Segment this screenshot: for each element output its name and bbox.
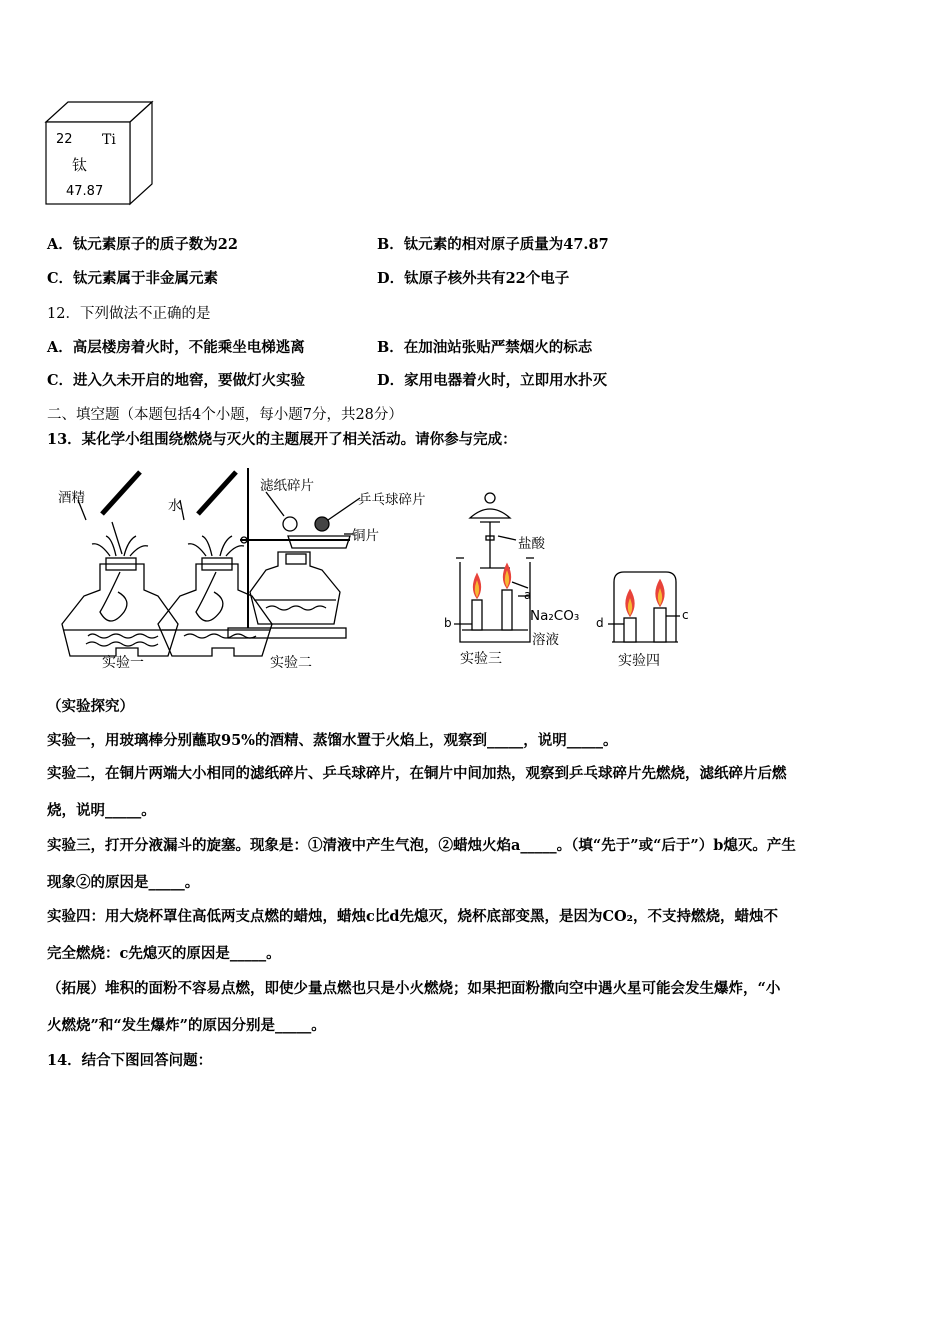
label-candle-c: c xyxy=(682,608,689,622)
extension-text-line2: 火燃烧”和“发生爆炸”的原因分别是_____。 xyxy=(47,1017,326,1034)
label-copper: 铜片 xyxy=(352,528,379,544)
label-candle-d: d xyxy=(596,616,604,630)
q11-option-a: A．钛元素原子的质子数为22 xyxy=(47,236,238,253)
section-2-heading: 二、填空题（本题包括4个小题，每小题7分，共28分） xyxy=(47,407,403,423)
label-filter-paper: 滤纸碎片 xyxy=(260,478,314,494)
element-card xyxy=(40,96,160,212)
q11-option-c: C．钛元素属于非金属元素 xyxy=(47,270,219,287)
q13-stem: 13．某化学小组围绕燃烧与灭火的主题展开了相关活动。请你参与完成： xyxy=(47,431,517,448)
q12-option-c: C．进入久未开启的地窖，要做灯火实验 xyxy=(47,372,306,389)
q11-option-d: D．钛原子核外共有22个电子 xyxy=(377,270,570,287)
exp4-text-line2: 完全燃烧：c先熄灭的原因是_____。 xyxy=(47,945,281,962)
caption-exp1: 实验一 xyxy=(102,655,144,671)
exp2-text-line2: 烧，说明_____。 xyxy=(47,802,156,819)
caption-exp3: 实验三 xyxy=(460,651,502,667)
label-alcohol: 酒精 xyxy=(58,490,85,506)
exp2-text-line1: 实验二，在铜片两端大小相同的滤纸碎片、乒乓球碎片，在铜片中间加热，观察到乒乓球碎片先燃烧，滤纸碎片后燃 xyxy=(47,765,787,782)
exp4-text-line1: 实验四：用大烧杯罩住高低两支点燃的蜡烛，蜡烛c比d先熄灭，烧杯底部变黑，是因为CO₂，不支持燃烧，蜡烛不 xyxy=(47,908,778,925)
label-solution: 溶液 xyxy=(532,632,559,648)
element-number: 22 xyxy=(56,132,73,147)
exp1-text: 实验一，用玻璃棒分别蘸取95%的酒精、蒸馏水置于火焰上，观察到_____，说明_____。 xyxy=(47,732,618,749)
element-symbol: Ti xyxy=(102,132,116,148)
element-mass: 47.87 xyxy=(66,184,104,199)
q12-option-b: B．在加油站张贴严禁烟火的标志 xyxy=(377,339,593,356)
q14-stem: 14．结合下图回答问题： xyxy=(47,1052,213,1069)
q12-stem: 12．下列做法不正确的是 xyxy=(47,306,211,322)
explore-title: （实验探究） xyxy=(47,698,134,715)
element-name: 钛 xyxy=(72,156,88,174)
label-hydrochloric-acid: 盐酸 xyxy=(518,536,545,552)
q13-figure xyxy=(40,462,920,677)
q11-option-b: B．钛元素的相对原子质量为47.87 xyxy=(377,236,609,253)
label-water: 水 xyxy=(168,498,182,514)
q12-option-a: A．高层楼房着火时，不能乘坐电梯逃离 xyxy=(47,339,305,356)
label-candle-a: a xyxy=(524,588,532,602)
caption-exp2: 实验二 xyxy=(270,655,312,671)
extension-text-line1: （拓展）堆积的面粉不容易点燃，即使少量点燃也只是小火燃烧；如果把面粉撒向空中遇火星可能会发生爆炸，“小 xyxy=(47,980,781,997)
label-candle-b: b xyxy=(444,616,452,630)
label-na2co3: Na₂CO₃ xyxy=(530,608,580,624)
caption-exp4: 实验四 xyxy=(618,653,660,669)
q12-option-d: D．家用电器着火时，立即用水扑灭 xyxy=(377,372,608,389)
exp3-text-line2: 现象②的原因是_____。 xyxy=(47,874,200,891)
label-pingpong: 乒乓球碎片 xyxy=(358,492,426,508)
exp3-text-line1: 实验三，打开分液漏斗的旋塞。现象是：①清液中产生气泡，②蜡烛火焰a_____。（填“先于”或“后于”）b熄灭。产生 xyxy=(47,837,796,854)
